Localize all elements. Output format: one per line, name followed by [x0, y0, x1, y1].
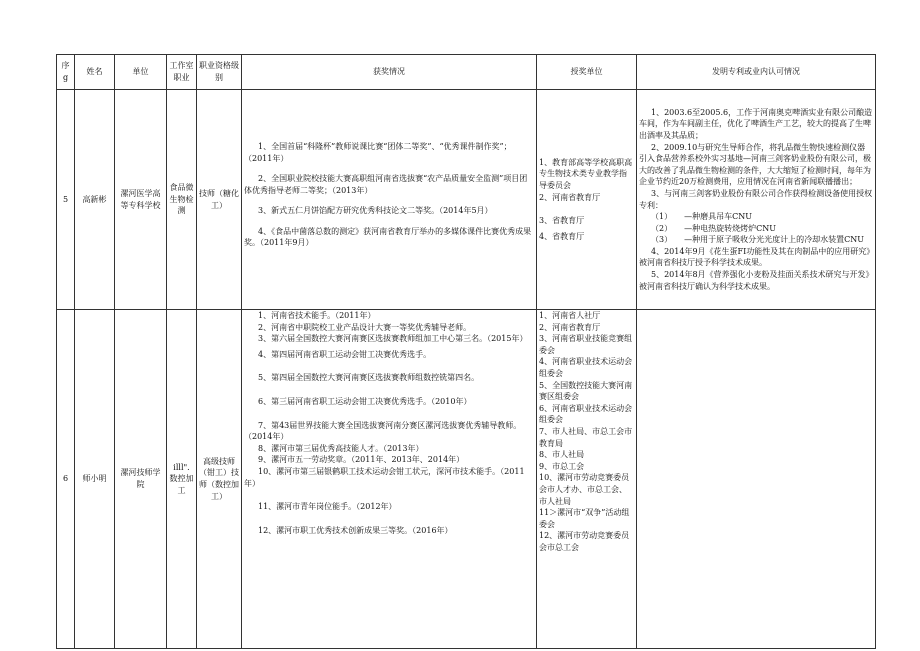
patent-item: 4、2014年9月《花生蛋FI功能性及其在肉制品中的应用研究》被河南省科技厅授予科学技术成果。	[639, 246, 871, 268]
awarder-cell	[537, 90, 637, 310]
awarder-item: 12、漯河市劳动竞赛委员会市总工会	[539, 531, 630, 552]
awarder-item: 4、省教育厅	[539, 231, 585, 241]
unit-cell: 漯河技师学院	[115, 310, 167, 649]
awarder-item: 7、市人社局、市总工会市教育局	[539, 426, 633, 448]
award-item: 9、漯河市五一劳动奖章。（2011年、2013年、2014年）	[258, 455, 465, 465]
award-item: 1、河南省技术能手。（2011年）	[258, 311, 376, 320]
awarder-item: 9、市总工会	[539, 461, 585, 471]
awarder-item: 10、漯河市劳动竞赛委员会市人才办、市总工会、市人社局	[539, 473, 630, 506]
award-item: 7、第43届世界技能大赛全国选拔赛河南分赛区漯河选拔赛优秀辅导教师。（2014年）	[244, 420, 522, 442]
awarder-item: 4、河南省职业技术运动会组委会	[539, 357, 633, 378]
award-item: 4、第四届河南省职工运动会钳工决赛优秀选手。	[258, 349, 432, 359]
awarder-item: 5、全国数控技能大赛河南赛区组委会	[539, 380, 633, 402]
name-cell: 高新彬	[75, 90, 115, 310]
patent-item: 2、2009.10与研究生导师合作，将乳品微生物快速检测仪器引入食品营养系校外实习基地—河南三剑客奶业股份有限公司，极大的改善了乳品微生物检测的条件，大大缩短了检测时间，每年为企业节约近20万检测费用，应用情况在河南省新闻联播播出；	[639, 142, 871, 187]
award-item: 1、全国首届“科隆杯”教师说课比赛“团体二等奖”、“优秀课件制作奖”；（2011年）	[244, 141, 512, 163]
award-item: 4、《食品中菌落总数的测定》获河南省教育厅举办的多媒体课件比赛优秀成果奖。（2011年9月）	[244, 226, 532, 248]
patents-cell	[637, 90, 876, 310]
level-cell: 高级技师（钳工）技师（数控加工）	[197, 310, 242, 649]
patent-item: （3） —种用于原子吸收分光光度计上的冷却水装置CNU	[651, 235, 864, 245]
header-name: 姓名	[75, 55, 115, 90]
award-item: 6、第三届河南省职工运动会钳工决赛优秀选手。（2010年）	[258, 396, 472, 406]
award-item: 3、第六届全国数控大赛河南赛区选拔赛教师组加工中心第三名。（2015年）	[258, 334, 528, 344]
header-studio: 工作室职业	[167, 55, 197, 90]
awarder-item: 3、省教育厅	[539, 216, 585, 226]
patent-item: 1、2003.6至2005.6，工作于河南奥克啤酒实业有限公司酿造车间，作为车间副主任，优化了啤酒生产工艺，较大的提高了生啤出酒率及其品质；	[639, 107, 873, 140]
level-cell: 技师（糖化工）	[197, 90, 242, 310]
header-seq: 序 g	[57, 55, 75, 90]
header-awarder: 授奖单位	[537, 55, 637, 90]
awards-cell	[242, 310, 537, 649]
award-item: 3、新式五仁月饼馅配方研究优秀科技论文二等奖。（2014年5月）	[258, 206, 493, 216]
table-row	[57, 310, 876, 649]
header-level: 职业资格级别	[197, 55, 242, 90]
patents-cell	[637, 310, 876, 649]
header-unit: 单位	[115, 55, 167, 90]
awarder-item: 3、河南省职业技能竞赛组委会	[539, 334, 633, 355]
awarder-item: 6、河南省职业技术运动会组委会	[539, 403, 633, 425]
award-item: 5、第四届全国数控大赛河南赛区选拔赛教师组数控铣第四名。	[258, 373, 480, 383]
award-item: 11、漯河市青年岗位能手。（2012年）	[258, 502, 397, 512]
patent-item: 3、与河南三剑客奶业股份有限公司合作获得检测设备使用授权专利：	[639, 188, 873, 210]
awarder-item: 2、河南省教育厅	[539, 192, 601, 202]
awarder-item: 8、市人社局	[539, 450, 585, 460]
seq-cell: 5	[57, 90, 75, 310]
seq-cell: 6	[57, 310, 75, 649]
awarder-item: 1、河南省人社厅	[539, 311, 601, 320]
patent-item: 5、2014年8月《营养强化小麦粉及挂面关系技术研究与开发》被河南省科技厅确认为科学技术成果。	[639, 270, 870, 291]
award-item: 2、全国职业院校技能大赛高职组河南省选拔赛“农产品质量安全监测”项目团体优秀指导老师二等奖；（2013年）	[244, 174, 528, 195]
award-item: 2、河南省中职院校工业产品设计大赛一等奖优秀辅导老师。	[258, 322, 472, 332]
awarder-item: 11＞漯河市“双争”活动组委会	[539, 508, 630, 529]
awarder-item: 1、教育部高等学校高职高专生物技术类专业教学指导委员会	[539, 157, 633, 190]
studio-cell: illl". 数控加工	[167, 310, 197, 649]
patent-item: （2） —种电热旋转烧烤炉CNU	[651, 223, 776, 233]
header-awards: 获奖情况	[242, 55, 537, 90]
unit-cell: 漯河医学高等专科学校	[115, 90, 167, 310]
header-patents: 发明专利或业内认可情况	[637, 55, 876, 90]
patent-item: （1） —种磨具吊车CNU	[651, 212, 752, 222]
studio-cell: 食品微生物检测	[167, 90, 197, 310]
name-cell: 师小明	[75, 310, 115, 649]
award-item: 12、漯河市职工优秀技术创新成果三等奖。（2016年）	[258, 525, 453, 535]
award-item: 8、漯河市第三届优秀高技能人才。（2013年）	[258, 443, 424, 453]
header-row	[57, 55, 876, 90]
awarder-cell	[537, 310, 637, 649]
awards-table	[56, 54, 876, 649]
awards-cell	[242, 90, 537, 310]
table-row	[57, 90, 876, 310]
award-item: 10、漯河市第三届银鹤职工技术运动会钳工状元，深河市技术能手。（2011年）	[244, 466, 525, 488]
awarder-item: 2、河南省教育厅	[539, 322, 601, 332]
